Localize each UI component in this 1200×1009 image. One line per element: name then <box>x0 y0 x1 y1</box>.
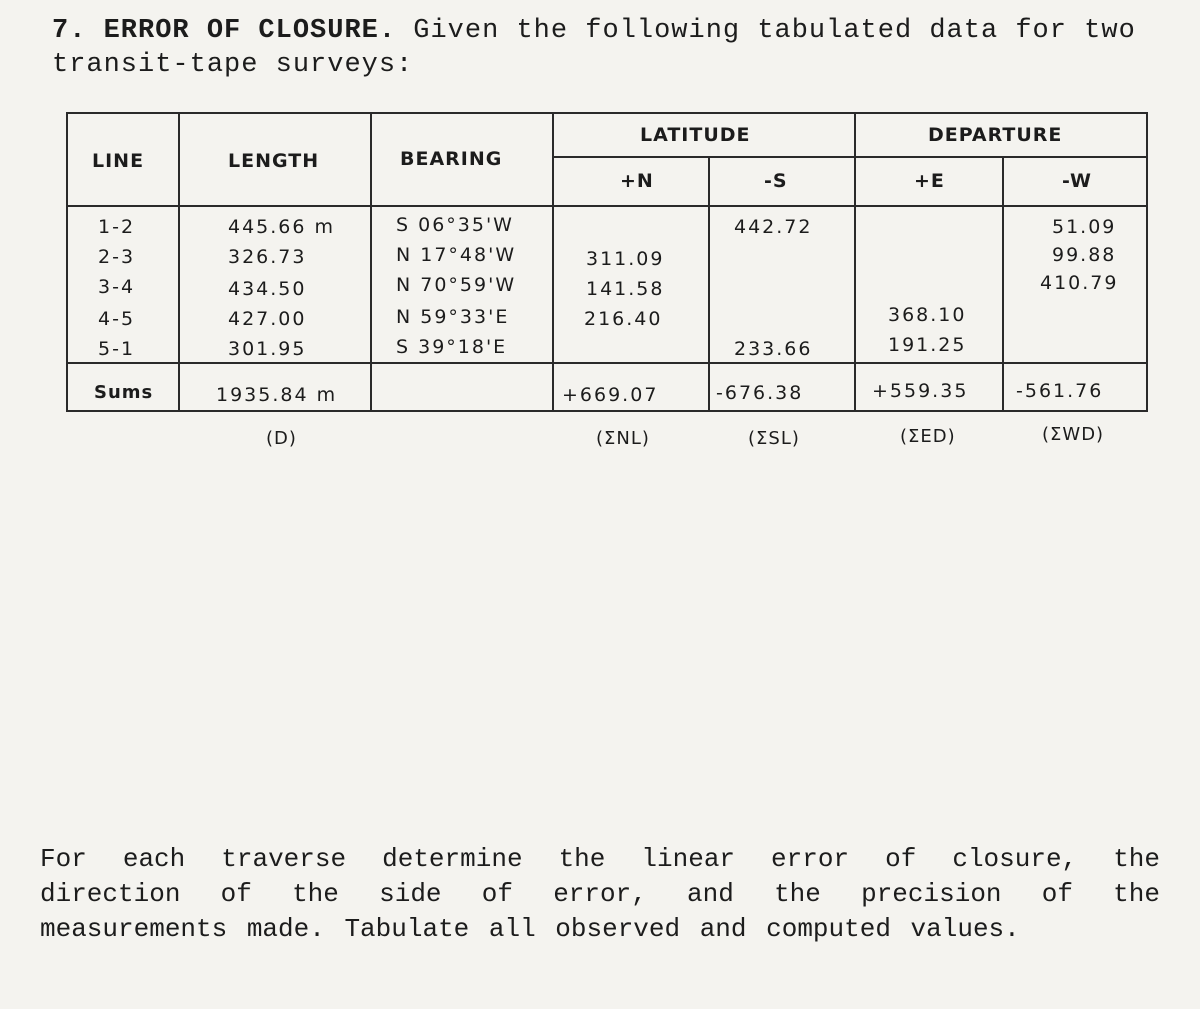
instructions-paragraph: For each traverse determine the linear error of closure, the direction of the side of error, and the precision of the measurements made. Tabulate all observed and computed values. <box>40 844 1160 944</box>
row-2-n: 311.09 <box>586 248 665 270</box>
footnote-e: (ΣED) <box>900 426 956 447</box>
row-5-e: 191.25 <box>888 334 967 356</box>
footnote-w: (ΣWD) <box>1042 424 1105 445</box>
problem-title: ERROR OF CLOSURE. <box>103 16 397 46</box>
header-rule <box>66 205 1148 207</box>
sums-label: Sums <box>94 382 154 403</box>
header-bearing: BEARING <box>400 148 503 170</box>
header-line: LINE <box>92 150 145 172</box>
row-1-s: 442.72 <box>734 216 813 238</box>
row-5-s: 233.66 <box>734 338 813 360</box>
sums-n: +669.07 <box>562 384 659 406</box>
row-3-n: 141.58 <box>586 278 665 300</box>
footnote-length: (D) <box>266 428 297 449</box>
table-border-right <box>1146 112 1148 412</box>
row-4-bearing: N 59°33'E <box>396 306 510 328</box>
body-bottom-rule <box>66 362 1148 364</box>
row-2-w: 99.88 <box>1052 244 1117 266</box>
footnote-n: (ΣNL) <box>596 428 650 449</box>
row-3-length: 434.50 <box>228 278 307 300</box>
row-3-line: 3-4 <box>98 276 136 298</box>
row-4-length: 427.00 <box>228 308 307 330</box>
col-rule-n <box>708 156 710 412</box>
col-rule-latitude <box>854 112 856 412</box>
row-1-w: 51.09 <box>1052 216 1117 238</box>
sums-bottom-rule <box>66 410 1148 412</box>
problem-number: 7. <box>52 16 87 46</box>
row-5-line: 5-1 <box>98 338 136 360</box>
row-2-bearing: N 17°48'W <box>396 244 517 266</box>
header-departure: DEPARTURE <box>928 124 1063 146</box>
row-4-n: 216.40 <box>584 308 663 330</box>
row-4-line: 4-5 <box>98 308 136 330</box>
row-3-w: 410.79 <box>1040 272 1119 294</box>
problem-intro: Given the following tabulated data for two transit-tape surveys: <box>52 16 1136 80</box>
group-header-rule <box>552 156 1148 158</box>
row-1-line: 1-2 <box>98 216 136 238</box>
row-4-e: 368.10 <box>888 304 967 326</box>
header-plus-e: +E <box>914 170 945 192</box>
header-minus-s: -S <box>764 170 788 192</box>
row-1-length: 445.66 m <box>228 216 336 238</box>
row-1-bearing: S 06°35'W <box>396 214 514 236</box>
col-rule-e <box>1002 156 1004 412</box>
sums-s: -676.38 <box>716 382 804 404</box>
header-length: LENGTH <box>228 150 320 172</box>
data-table <box>66 112 1148 412</box>
problem-heading <box>52 14 1200 82</box>
header-plus-n: +N <box>620 170 654 192</box>
table-border-left <box>66 112 68 412</box>
sums-w: -561.76 <box>1016 380 1104 402</box>
row-5-length: 301.95 <box>228 338 307 360</box>
row-3-bearing: N 70°59'W <box>396 274 517 296</box>
sums-length: 1935.84 m <box>216 384 338 406</box>
row-2-length: 326.73 <box>228 246 307 268</box>
sums-e: +559.35 <box>872 380 969 402</box>
table-border-top <box>66 112 1148 114</box>
footnote-s: (ΣSL) <box>748 428 800 449</box>
row-5-bearing: S 39°18'E <box>396 336 508 358</box>
header-latitude: LATITUDE <box>640 124 751 146</box>
col-rule-bearing <box>552 112 554 412</box>
row-2-line: 2-3 <box>98 246 136 268</box>
header-minus-w: -W <box>1062 170 1092 192</box>
col-rule-length <box>370 112 372 412</box>
col-rule-line <box>178 112 180 412</box>
